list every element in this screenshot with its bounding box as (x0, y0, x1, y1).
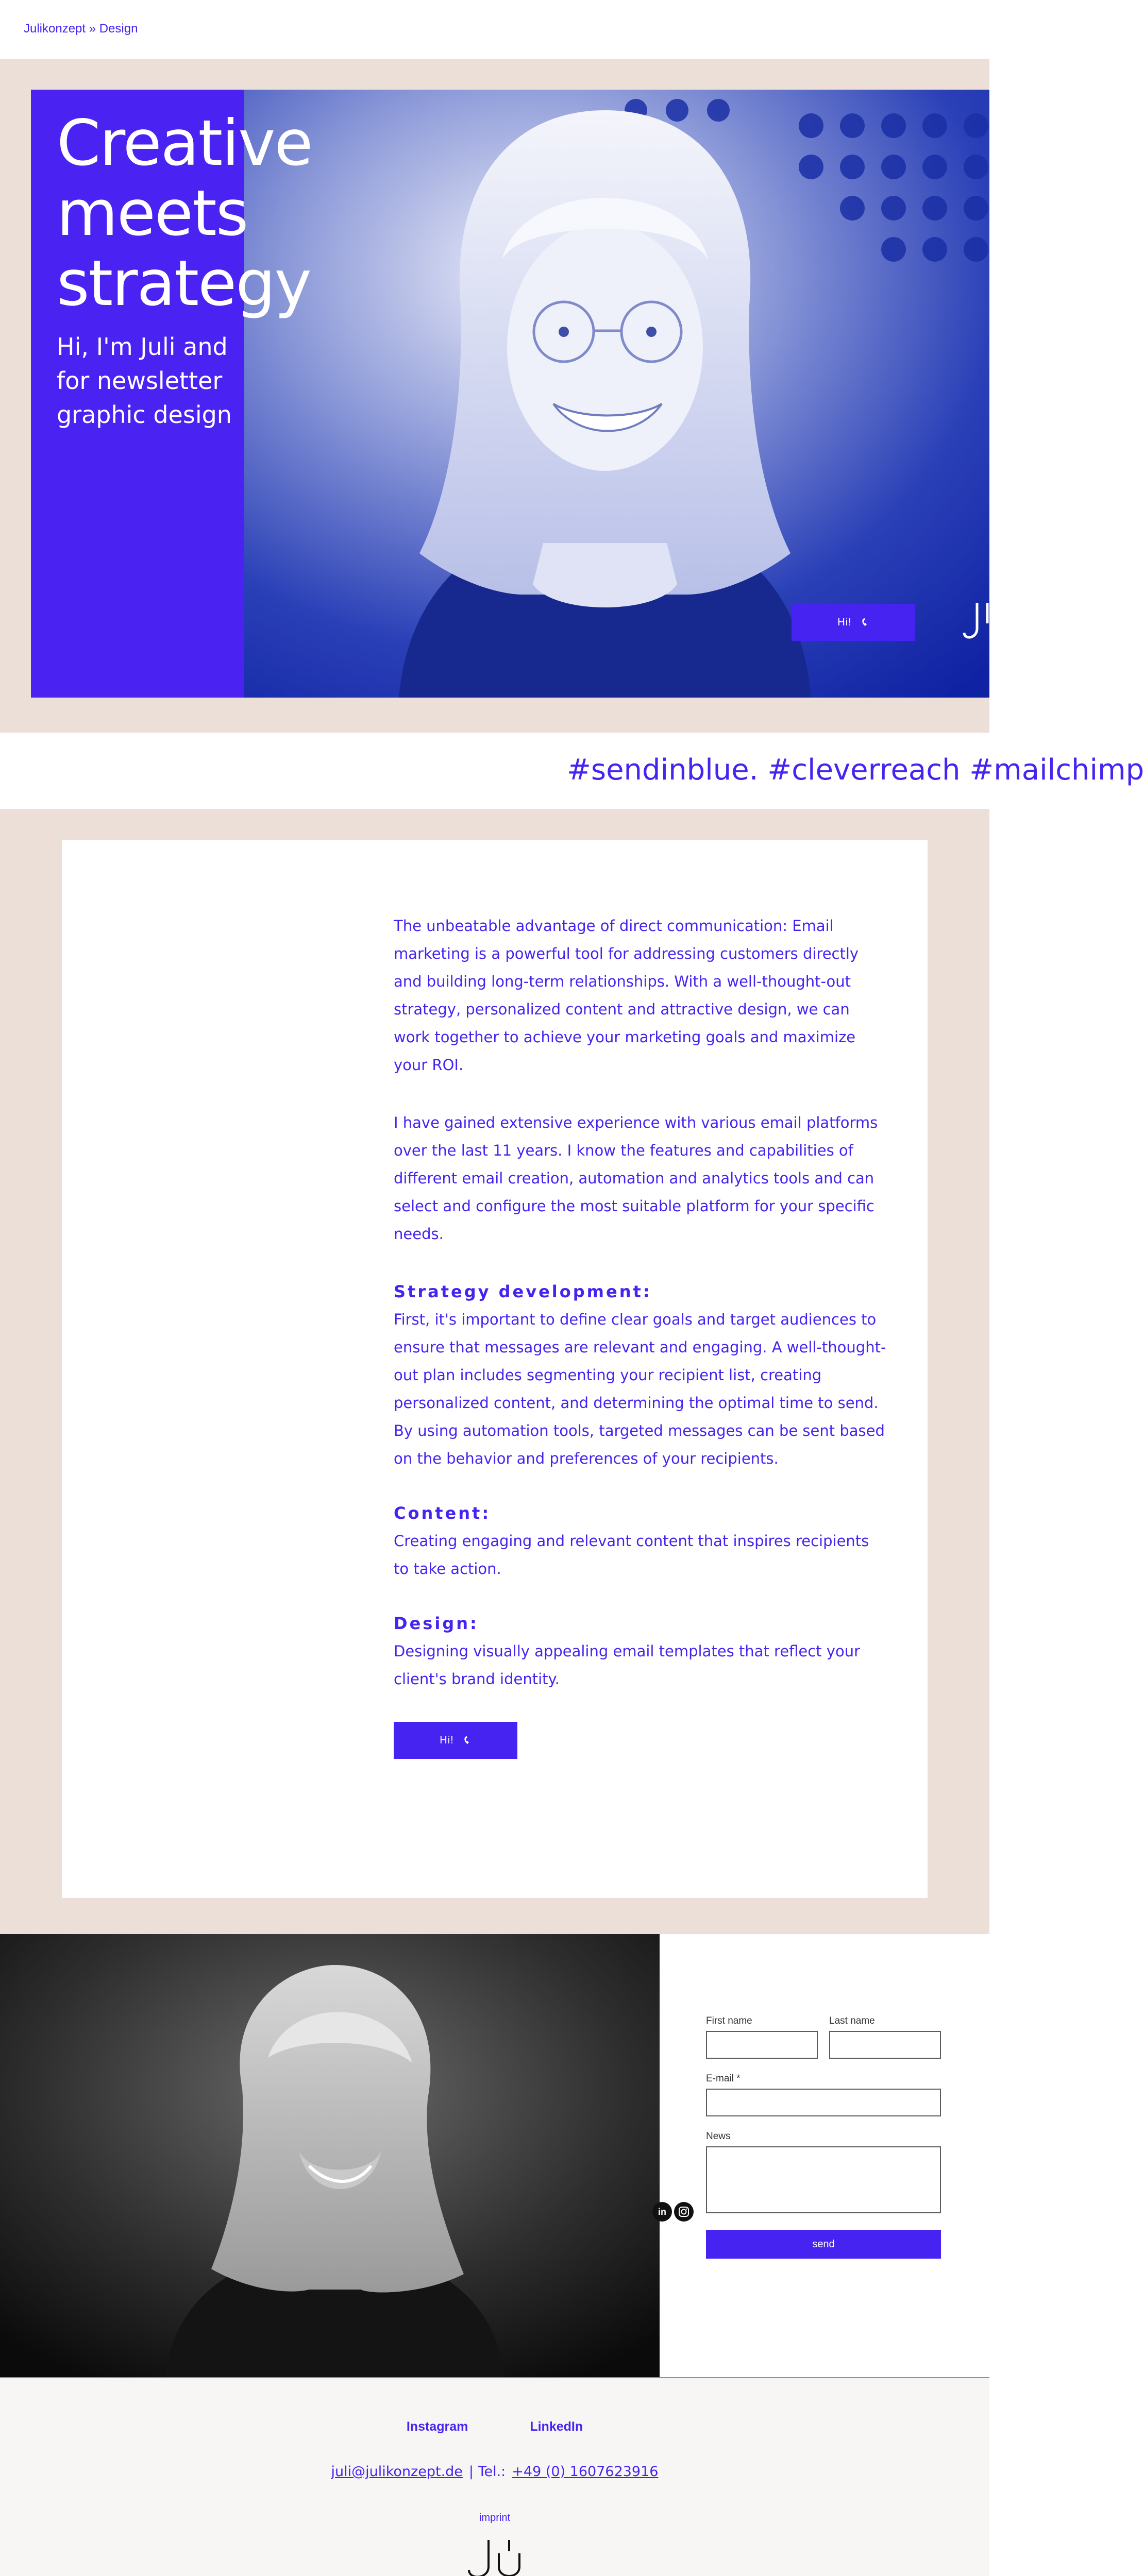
site-header (0, 0, 989, 59)
email-group (706, 2073, 941, 2116)
phone-icon (463, 1736, 472, 1745)
first-name-label: First name (706, 2015, 752, 2026)
hero-hi-button-label: Hi! (837, 616, 852, 628)
content-heading: Content: (394, 1503, 491, 1523)
strategy-body: First, it's important to define clear goals and target audiences to ensure that messages are relevant and engaging. A well-thought-out plan includes segmenting your recipient list, creating personalized content, and determining the optimal time to send. By using automation tools, targeted messages can be sent based on the behavior and preferences of your recipients. (394, 1311, 886, 1467)
site-footer (0, 2377, 989, 2576)
footer-tel-label: | Tel.: (468, 2464, 506, 2480)
hero-title: Creative meets strategy (57, 107, 312, 320)
last-name-field[interactable] (829, 2031, 941, 2059)
contact-portrait-illustration (0, 1934, 660, 2377)
last-name-label: Last name (829, 2015, 875, 2026)
strategy-heading: Strategy development: (394, 1282, 652, 1301)
instagram-glyph (678, 2206, 689, 2217)
email-field[interactable] (706, 2089, 941, 2116)
footer-email-link[interactable]: juli@julikonzept.de (331, 2464, 463, 2480)
news-group (706, 2131, 941, 2215)
imprint-link[interactable]: imprint (479, 2512, 510, 2523)
site-logo-link[interactable]: Julikonzept » Design (24, 22, 138, 36)
hashtag-text: #sendinblue. #cleverreach #mailchimp (567, 753, 1144, 787)
content-hi-button-label: Hi! (440, 1734, 454, 1746)
hashtag-marquee (0, 733, 1144, 809)
first-name-group (706, 2015, 818, 2059)
name-row (706, 2015, 941, 2059)
footer-linkedin-link[interactable]: LinkedIn (530, 2419, 583, 2434)
first-name-field[interactable] (706, 2031, 818, 2059)
design-body: Designing visually appealing email templates that reflect your client's brand identity. (394, 1642, 861, 1688)
linkedin-icon[interactable]: in (652, 2202, 672, 2222)
ju-monogram-logo (466, 2538, 524, 2576)
content-card (62, 840, 928, 1898)
news-label: News (706, 2131, 731, 2142)
design-heading: Design: (394, 1614, 479, 1633)
footer-social-links (0, 2419, 989, 2434)
footer-instagram-link[interactable]: Instagram (406, 2419, 468, 2434)
contact-form (706, 2015, 941, 2259)
content-body: Creating engaging and relevant content that inspires recipients to take action. (394, 1532, 869, 1578)
email-label: E-mail * (706, 2073, 741, 2084)
ju-monogram-logo (962, 592, 992, 649)
experience-paragraph: I have gained extensive experience with various email platforms over the last 11 years. I know the features and capabilities of different email creation, automation and analytics tools and can select and configure the most suitable platform for your specific needs. (394, 1114, 878, 1243)
content-column (394, 912, 888, 1759)
footer-phone-link[interactable]: +49 (0) 1607623916 (512, 2464, 659, 2480)
content-hi-button[interactable] (394, 1722, 517, 1759)
footer-imprint (0, 2512, 989, 2524)
hero-subtitle: Hi, I'm Juli and for newsletter graphic design (57, 333, 232, 429)
phone-icon (861, 618, 869, 627)
news-textarea[interactable] (706, 2146, 941, 2213)
intro-paragraph: The unbeatable advantage of direct communication: Email marketing is a powerful tool for addressing customers directly and building long-term relationships. With a well-thought-out strategy, personalized content and attractive design, we can work together to achieve your marketing goals and maximize your ROI. (394, 917, 859, 1074)
social-icons (652, 2202, 694, 2222)
instagram-icon[interactable] (674, 2202, 694, 2222)
last-name-group (829, 2015, 941, 2059)
hero-hi-button[interactable] (792, 604, 915, 641)
footer-contact-line (0, 2464, 989, 2480)
contact-portrait-photo (0, 1934, 660, 2377)
send-button[interactable]: send (706, 2230, 941, 2259)
